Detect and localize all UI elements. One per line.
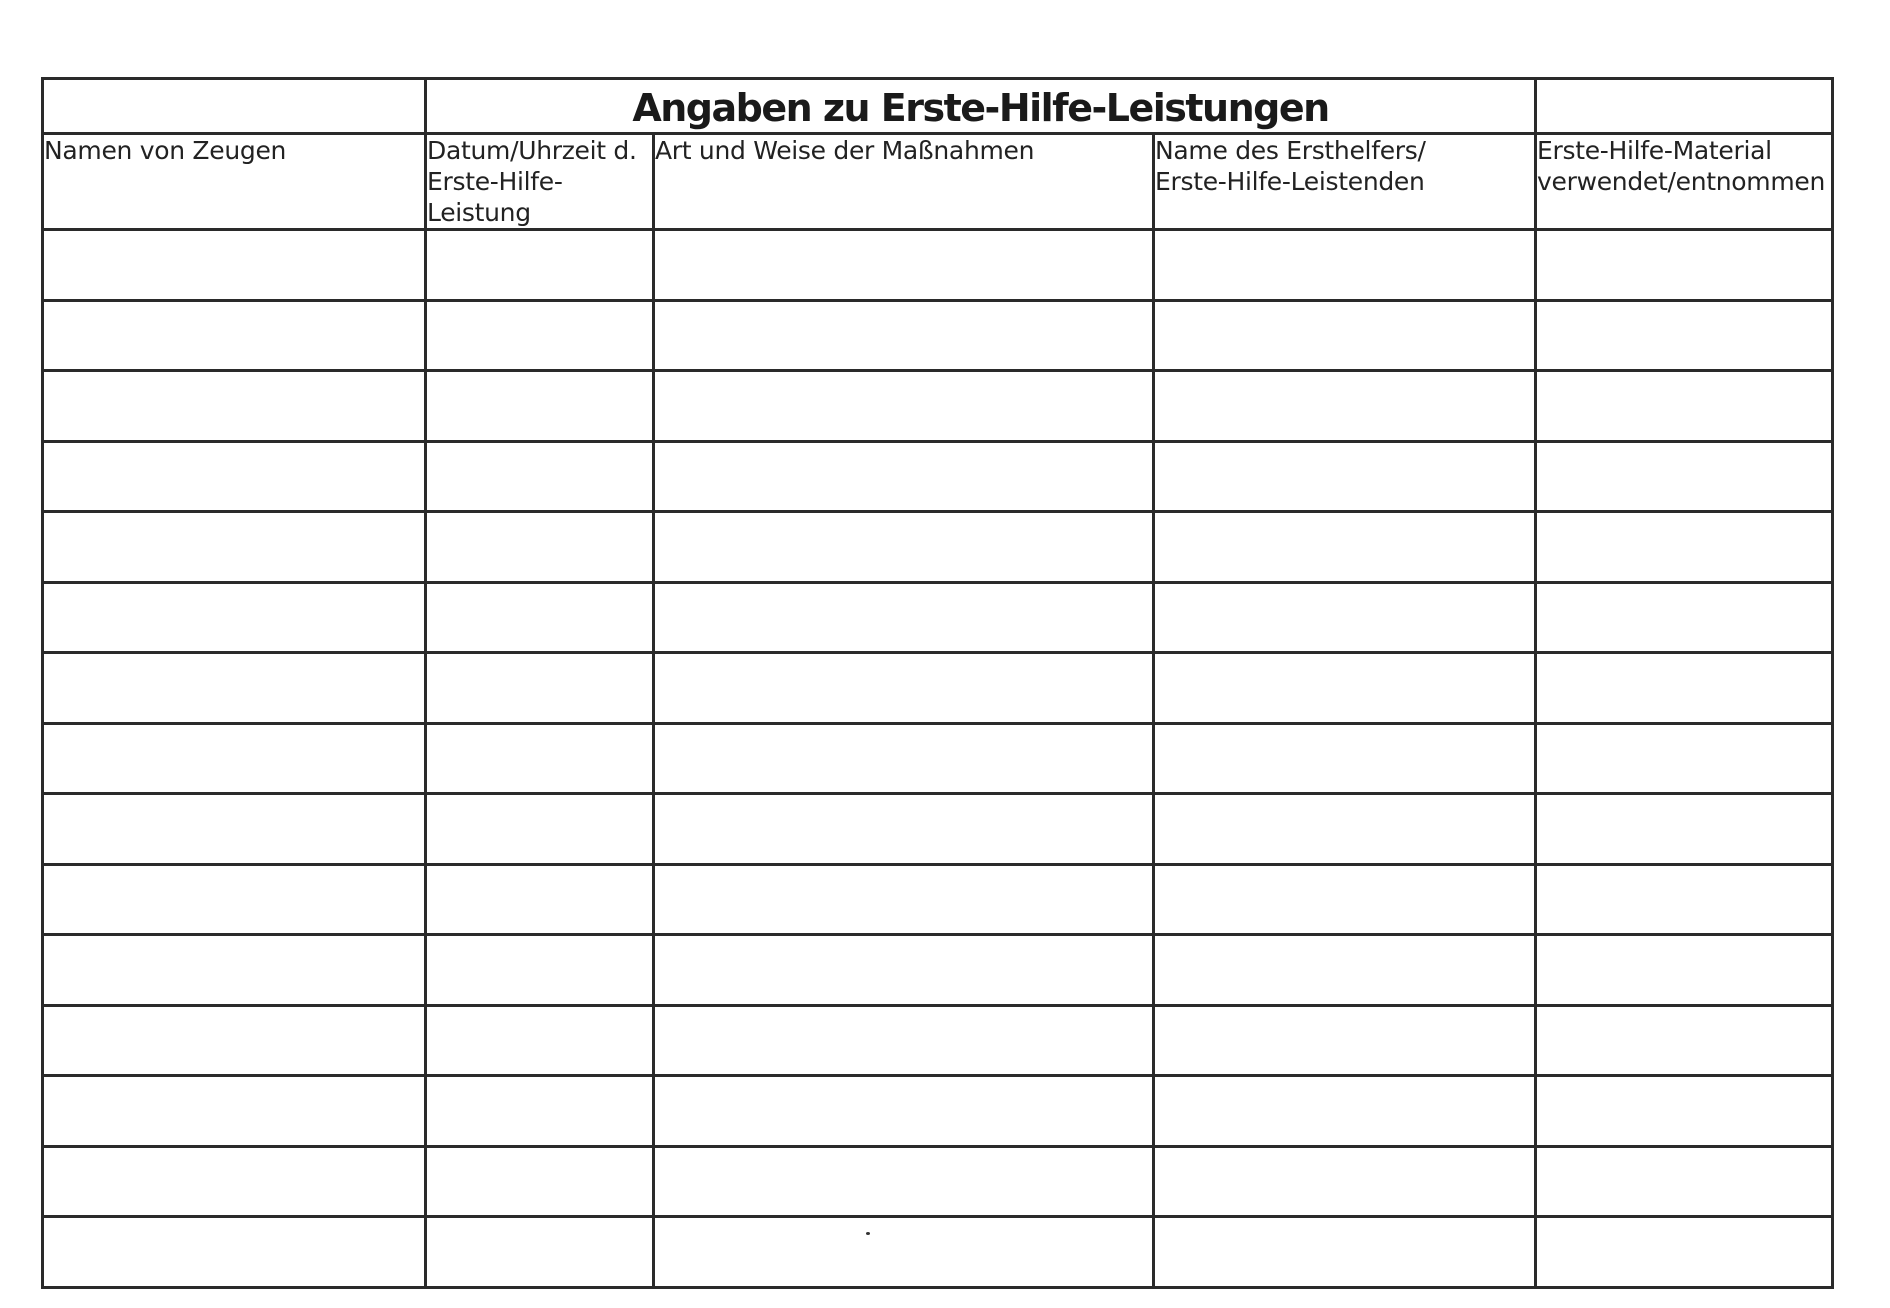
entry-cell[interactable]: [1536, 1005, 1833, 1076]
form-title: Angaben zu Erste-Hilfe-Leistungen: [426, 79, 1536, 134]
entry-cell[interactable]: [1536, 935, 1833, 1006]
entry-row: [43, 935, 1833, 1006]
entry-cell[interactable]: [654, 723, 1154, 794]
entry-cell[interactable]: [1154, 441, 1536, 512]
entry-cell[interactable]: [1536, 794, 1833, 865]
entry-cell[interactable]: [1154, 512, 1536, 583]
entry-cell[interactable]: [1536, 230, 1833, 301]
entry-cell[interactable]: [426, 441, 654, 512]
entry-cell[interactable]: [1154, 723, 1536, 794]
entry-cell[interactable]: [1536, 653, 1833, 724]
entry-cell[interactable]: [654, 864, 1154, 935]
entry-row: [43, 441, 1833, 512]
entry-cell[interactable]: [1154, 935, 1536, 1006]
column-header-row: [43, 134, 1833, 230]
entry-cell[interactable]: [426, 794, 654, 865]
entry-row: [43, 230, 1833, 301]
entry-cell[interactable]: [1536, 300, 1833, 371]
entry-cell[interactable]: [654, 1146, 1154, 1217]
column-header-line: Name des Ersthelfers/: [1155, 136, 1426, 165]
entry-cell[interactable]: [654, 441, 1154, 512]
entry-cell[interactable]: [426, 512, 654, 583]
entry-cell[interactable]: [426, 1005, 654, 1076]
entry-cell[interactable]: [1154, 1076, 1536, 1147]
entry-cell[interactable]: [654, 794, 1154, 865]
entry-row: [43, 723, 1833, 794]
entry-cell[interactable]: [43, 300, 426, 371]
first-aid-log-table: [41, 77, 1834, 1289]
entry-cell[interactable]: [1154, 300, 1536, 371]
entry-cell[interactable]: [43, 230, 426, 301]
entry-cell[interactable]: [426, 300, 654, 371]
entry-cell[interactable]: [654, 582, 1154, 653]
title-left-blank-cell: [43, 79, 426, 134]
entry-cell[interactable]: [1154, 864, 1536, 935]
entry-cell[interactable]: [1154, 794, 1536, 865]
entry-cell[interactable]: [1536, 441, 1833, 512]
column-header-line: verwendet/entnommen: [1537, 167, 1826, 196]
entry-cell[interactable]: [43, 935, 426, 1006]
entry-cell[interactable]: [426, 935, 654, 1006]
entry-cell[interactable]: [654, 230, 1154, 301]
entry-cell[interactable]: [654, 300, 1154, 371]
entry-row: [43, 300, 1833, 371]
entry-cell[interactable]: [1154, 230, 1536, 301]
entry-cell[interactable]: [654, 653, 1154, 724]
entry-row: [43, 1217, 1833, 1288]
entry-cell[interactable]: [1536, 371, 1833, 442]
entry-cell[interactable]: [43, 864, 426, 935]
column-header-material: [1536, 134, 1833, 230]
entry-row: [43, 653, 1833, 724]
title-row: [43, 79, 1833, 134]
entry-cell[interactable]: [43, 441, 426, 512]
entry-cell[interactable]: [1154, 1146, 1536, 1217]
entry-cell[interactable]: [43, 1005, 426, 1076]
entry-cell[interactable]: [1536, 864, 1833, 935]
entry-cell[interactable]: [1154, 653, 1536, 724]
entry-cell[interactable]: [426, 653, 654, 724]
entry-cell[interactable]: [654, 512, 1154, 583]
entry-cell[interactable]: [654, 935, 1154, 1006]
entry-cell[interactable]: [43, 1146, 426, 1217]
column-header-line: Namen von Zeugen: [44, 136, 287, 165]
entry-cell[interactable]: [426, 1146, 654, 1217]
entry-cell[interactable]: [1536, 1076, 1833, 1147]
entry-cell[interactable]: [654, 1005, 1154, 1076]
entry-cell[interactable]: [426, 1217, 654, 1288]
entry-cell[interactable]: [1154, 371, 1536, 442]
column-header-measures: [654, 134, 1154, 230]
entry-row: [43, 1005, 1833, 1076]
entry-cell[interactable]: [426, 230, 654, 301]
entry-cell[interactable]: [1536, 582, 1833, 653]
column-header-line: Erste-Hilfe-Material: [1537, 136, 1772, 165]
entry-row: [43, 582, 1833, 653]
entry-row: [43, 1146, 1833, 1217]
entry-cell[interactable]: [43, 794, 426, 865]
entry-cell[interactable]: [43, 1217, 426, 1288]
column-header-line: Erste-Hilfe-Leistenden: [1155, 167, 1425, 196]
entry-cell[interactable]: [1154, 1217, 1536, 1288]
entry-cell[interactable]: [43, 1076, 426, 1147]
entry-row: [43, 864, 1833, 935]
entry-cell[interactable]: [43, 723, 426, 794]
entry-cell[interactable]: [43, 371, 426, 442]
entry-cell[interactable]: [426, 864, 654, 935]
entry-cell[interactable]: [1536, 1146, 1833, 1217]
entry-cell[interactable]: [1154, 1005, 1536, 1076]
column-header-witness-names: [43, 134, 426, 230]
entry-cell[interactable]: [426, 723, 654, 794]
entry-cell[interactable]: [426, 582, 654, 653]
entry-row: [43, 371, 1833, 442]
column-header-line: Datum/Uhrzeit d.: [427, 136, 637, 165]
column-header-line: Erste-Hilfe-Leistung: [427, 167, 563, 227]
entry-row: [43, 512, 1833, 583]
entry-row: [43, 1076, 1833, 1147]
entry-cell[interactable]: [1536, 1217, 1833, 1288]
entry-cell[interactable]: [654, 371, 1154, 442]
column-header-date-time: [426, 134, 654, 230]
entry-cell[interactable]: [43, 582, 426, 653]
scan-speck: [866, 1232, 870, 1235]
entry-cell[interactable]: [1536, 723, 1833, 794]
entry-cell[interactable]: [426, 1076, 654, 1147]
column-header-line: Art und Weise der Maßnahmen: [655, 136, 1035, 165]
entry-cell[interactable]: [43, 653, 426, 724]
entry-row: [43, 794, 1833, 865]
entry-cell[interactable]: [654, 1076, 1154, 1147]
entry-cell[interactable]: [1536, 512, 1833, 583]
column-header-first-aider: [1154, 134, 1536, 230]
entry-cell[interactable]: [654, 1217, 1154, 1288]
entry-cell[interactable]: [426, 371, 654, 442]
title-right-blank-cell: [1536, 79, 1833, 134]
entry-cell[interactable]: [1154, 582, 1536, 653]
entry-cell[interactable]: [43, 512, 426, 583]
